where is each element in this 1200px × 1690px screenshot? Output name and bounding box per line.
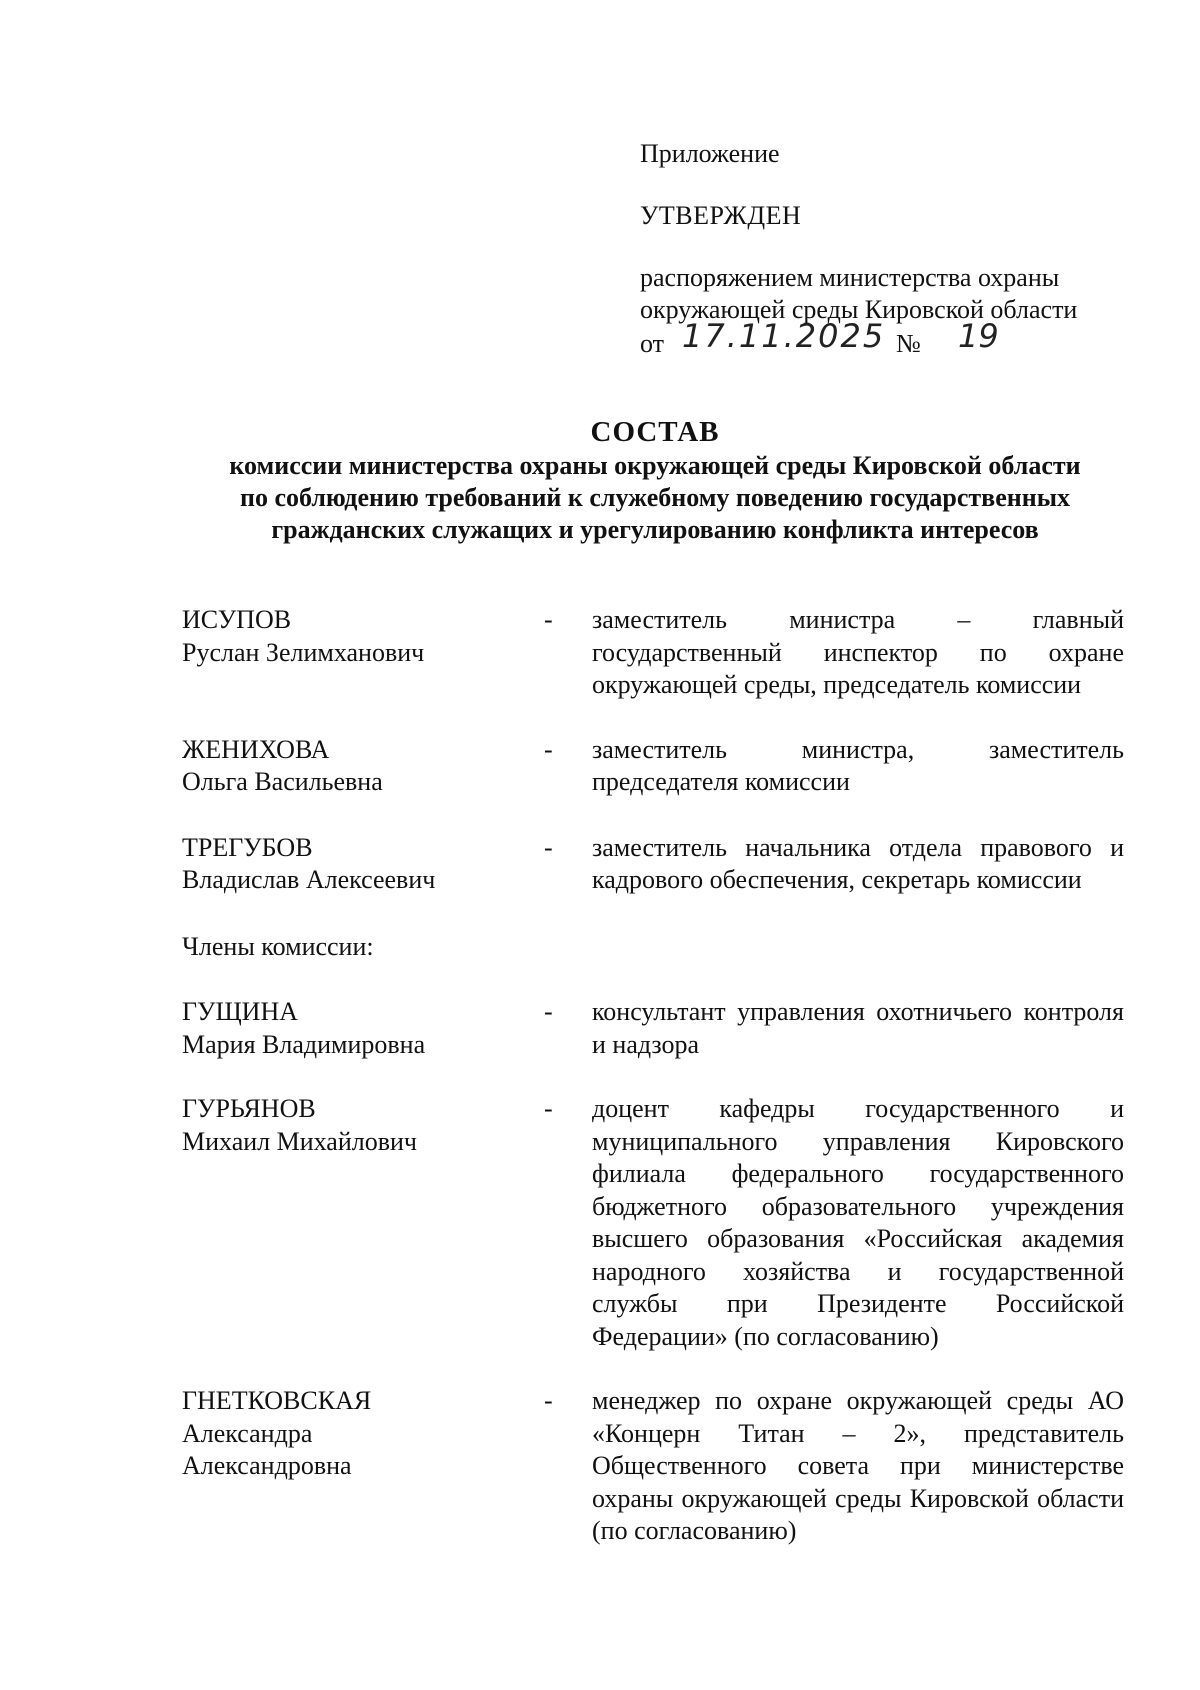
member-dash: - (544, 605, 553, 634)
approval-header (640, 138, 1120, 366)
approved-label: УТВЕРЖДЕН (640, 201, 802, 230)
subtitle-line-1: комиссии министерства охраны окружающей среды Кировской области (229, 451, 1081, 480)
member-name (182, 1093, 542, 1353)
member-row (182, 734, 1127, 799)
by-order-line-1: распоряжением министерства охраны (640, 263, 1060, 292)
member-row (182, 996, 1127, 1061)
member-surname: ГУРЬЯНОВ (182, 1094, 316, 1123)
from-label: от (640, 329, 665, 358)
member-row (182, 604, 1127, 702)
member-given-name: Владислав Алексеевич (182, 865, 436, 894)
subtitle-line-3: гражданских служащих и урегулированию конфликта интересов (271, 515, 1039, 544)
member-given-name: Руслан Зелимханович (182, 637, 425, 667)
member-name (182, 1385, 542, 1548)
member-role: заместитель министра – главный государственный инспектор по охране окружающей среды, председатель комиссии (592, 605, 1124, 699)
members-group-label: Члены комиссии: (182, 931, 374, 961)
appendix-label: Приложение (640, 139, 780, 168)
member-name (182, 832, 542, 897)
member-role: заместитель начальника отдела правового и кадрового обеспечения, секретарь комиссии (592, 832, 1124, 894)
subtitle-line-2: по соблюдению требований к служебному поведению государственных (239, 483, 1071, 512)
member-name (182, 604, 542, 702)
member-row (182, 1093, 1127, 1353)
order-date: 17.11.2025 (682, 317, 886, 355)
member-surname: ТРЕГУБОВ (182, 832, 313, 862)
member-surname: ИСУПОВ (182, 605, 292, 634)
member-role: заместитель министра, заместитель председателя комиссии (592, 734, 1124, 796)
member-name (182, 996, 542, 1061)
member-dash: - (544, 832, 553, 862)
member-role: менеджер по охране окружающей среды АО «Концерн Титан – 2», представитель Общественного совета при министерстве охраны окружающей среды Кировской области (по согласованию) (592, 1386, 1124, 1545)
member-surname: ГУЩИНА (182, 997, 298, 1026)
member-row (182, 832, 1127, 897)
member-role: доцент кафедры государственного и муниципального управления Кировского филиала федерального государственного бюджетного образовательного учреждения высшего образования «Российская академия народного хозяйства и государственной службы при Президенте Российской Федерации» (по согласованию) (592, 1094, 1124, 1351)
title-main: СОСТАВ (590, 416, 720, 448)
member-dash: - (544, 1094, 553, 1123)
document-title (120, 414, 1190, 546)
member-row (182, 1385, 1127, 1548)
member-surname: ГНЕТКОВСКАЯ (182, 1386, 372, 1415)
member-surname: ЖЕНИХОВА (182, 734, 330, 764)
commission-list (182, 604, 1127, 1548)
by-order-line-2: окружающей среды Кировской области (640, 295, 1078, 324)
member-dash: - (544, 997, 553, 1026)
order-number: 19 (958, 317, 999, 355)
number-label: № (896, 329, 921, 358)
member-dash: - (544, 1386, 553, 1415)
member-given-name: Мария Владимировна (182, 1029, 426, 1059)
order-date-line (640, 317, 1120, 366)
member-given-name: Ольга Васильевна (182, 767, 383, 796)
member-dash: - (544, 734, 553, 764)
member-given-name: Михаил Михайлович (182, 1126, 418, 1156)
member-role: консультант управления охотничьего контроля и надзора (592, 997, 1124, 1059)
member-name (182, 734, 542, 799)
member-given-name: Александра Александровна (182, 1418, 352, 1480)
